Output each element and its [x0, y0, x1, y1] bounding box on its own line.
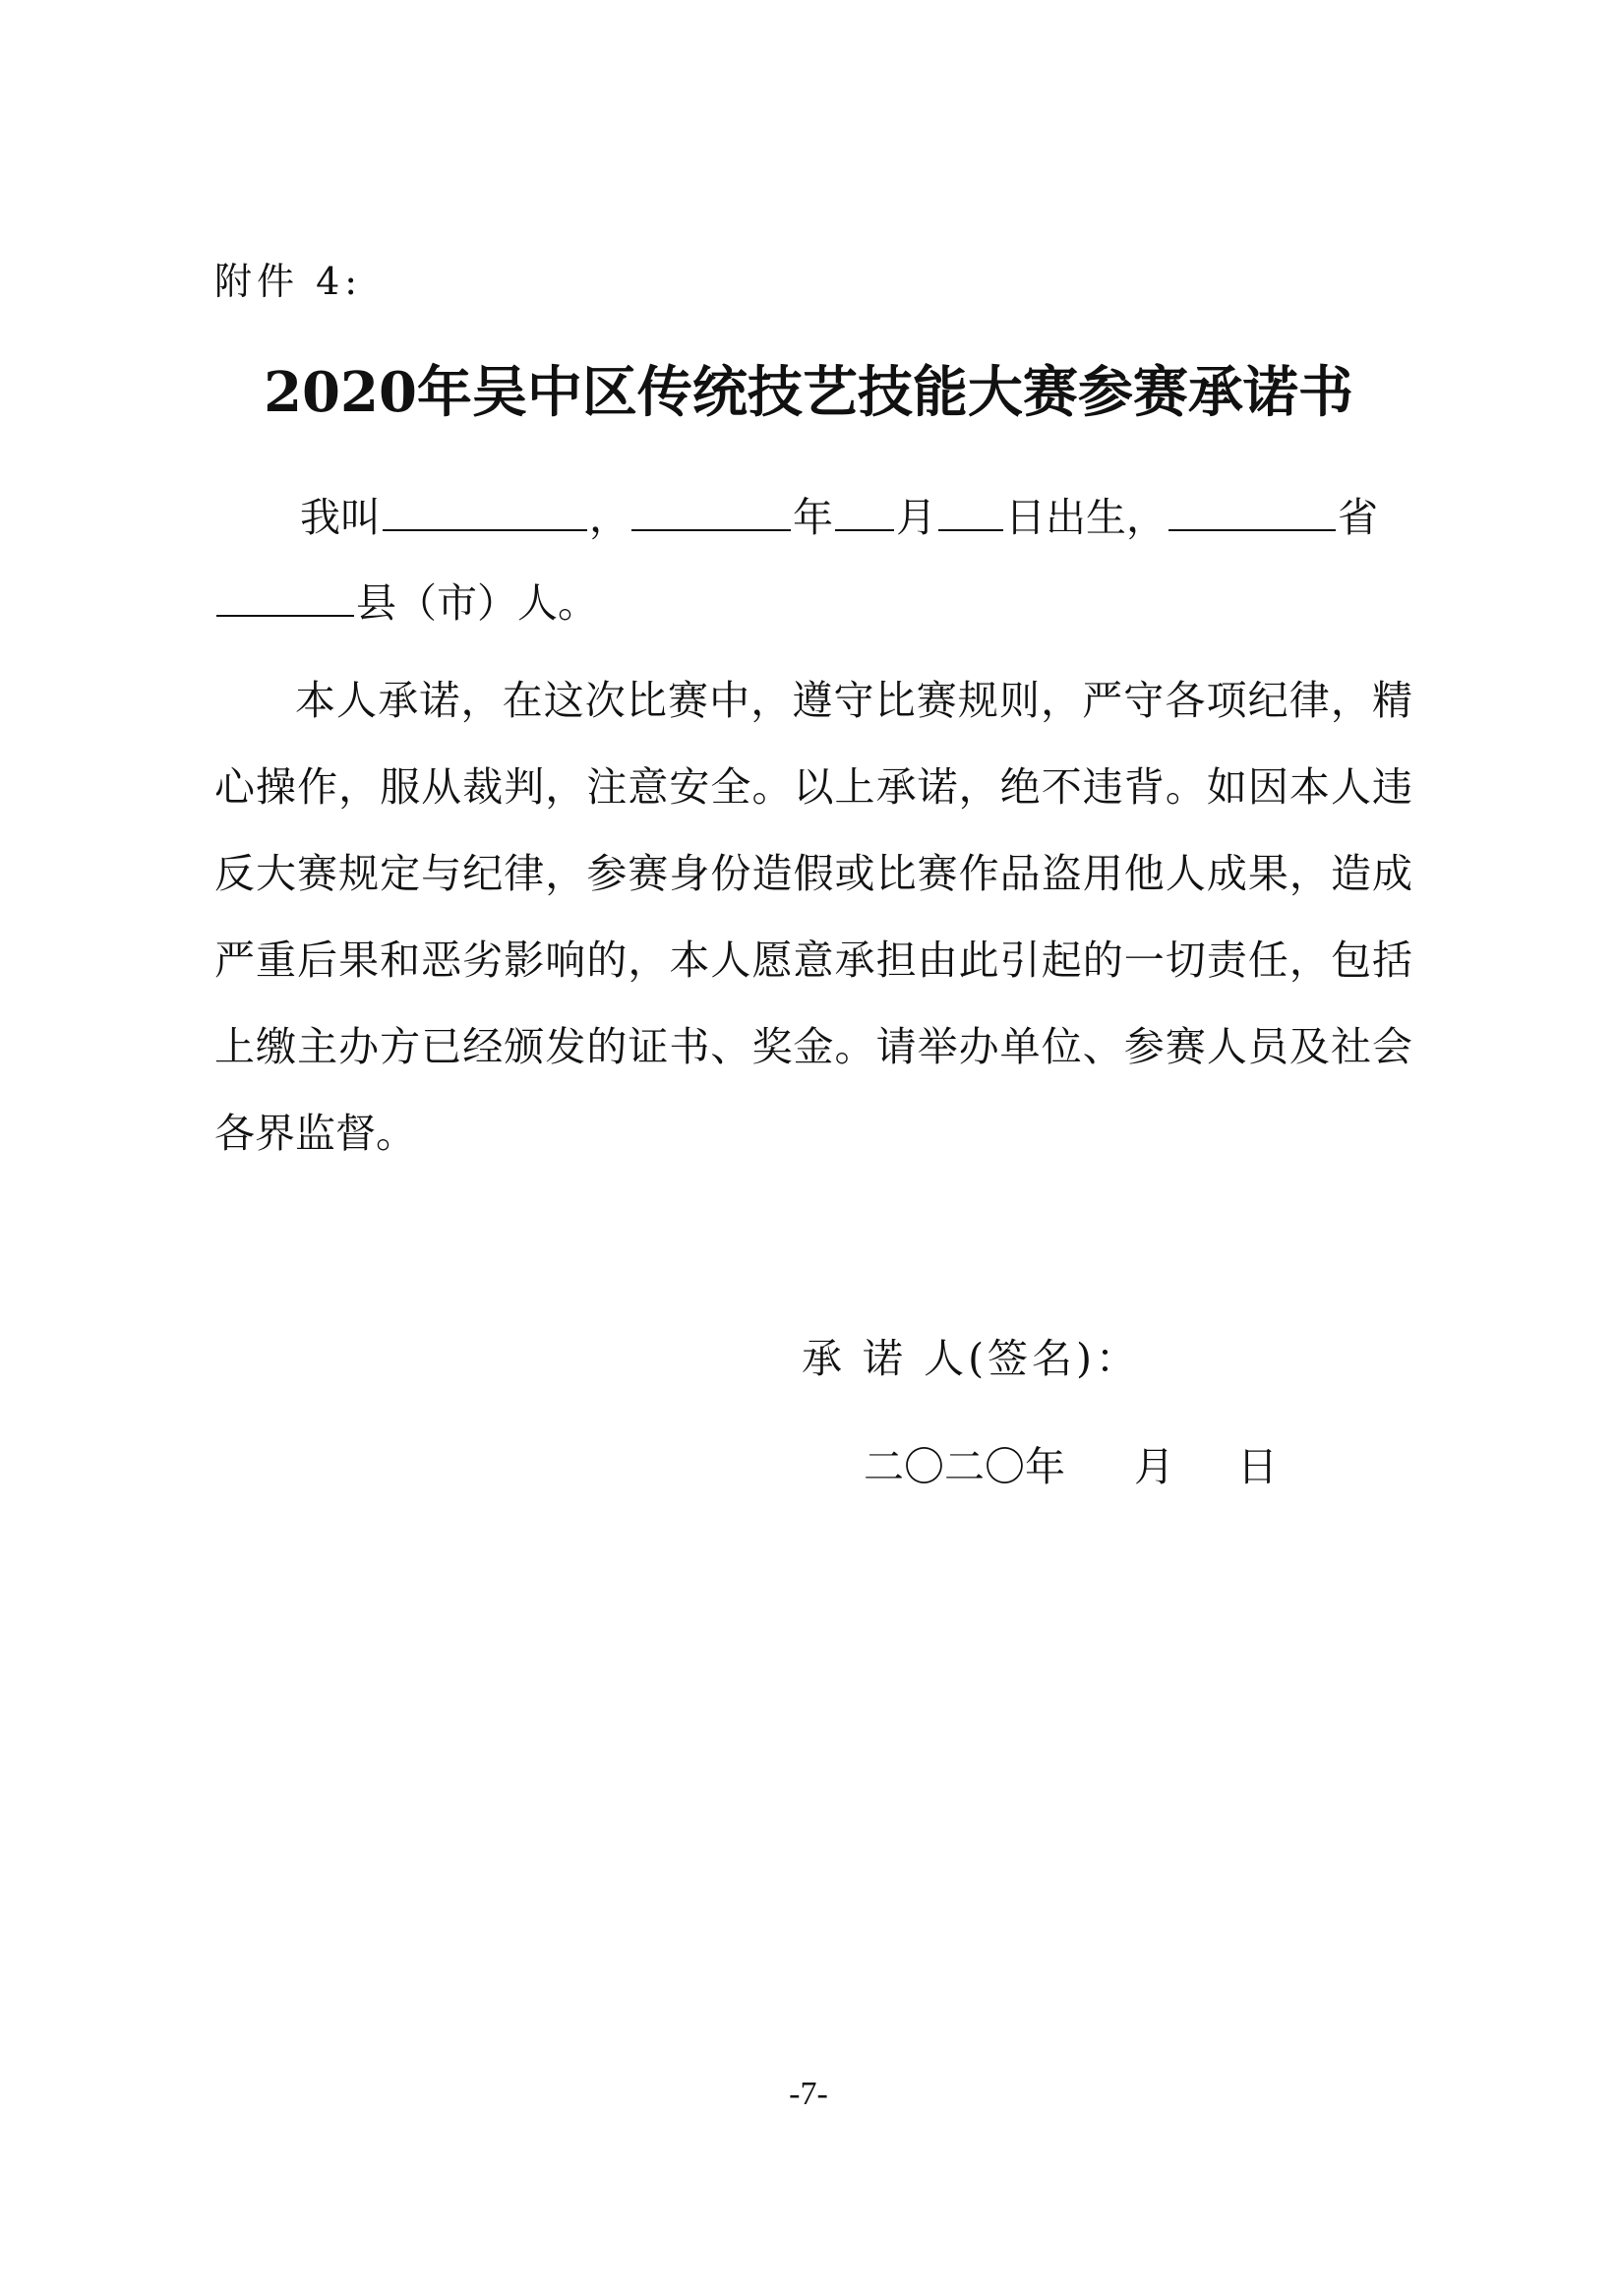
intro-text-year: 年: [793, 494, 833, 541]
intro-line-2: [214, 571, 598, 629]
name-blank[interactable]: [383, 492, 587, 531]
signature-label: 承 诺 人(签名)：: [802, 1335, 1141, 1382]
intro-text-name: 我叫: [300, 494, 381, 541]
document-title: 2020年吴中区传统技艺技能大赛参赛承诺书: [264, 360, 1353, 425]
birth-month-blank[interactable]: [835, 492, 894, 531]
birth-day-blank[interactable]: [938, 492, 1003, 531]
birth-year-blank[interactable]: [631, 492, 791, 531]
page-number: -7-: [789, 2076, 828, 2112]
intro-text-county: 县（市）人。: [356, 579, 598, 627]
date-month: 月: [1134, 1443, 1174, 1490]
pledge-paragraph: 本人承诺，在这次比赛中，遵守比赛规则，严守各项纪律，精心操作，服从裁判，注意安全。以上承诺，绝不违背。如因本人违反大赛规定与纪律，参赛身份造假或比赛作品盗用他人成果，造成严重后果和恶劣影响的，本人愿意承担由此引起的一切责任，包括上缴主办方已经颁发的证书、奖金。请举办单位、参赛人员及社会各界监督。: [214, 677, 1412, 1157]
intro-line-1: [300, 485, 1378, 543]
intro-text-month: 月: [896, 494, 936, 541]
intro-text-province: 省: [1338, 494, 1378, 541]
province-blank[interactable]: [1168, 492, 1336, 531]
signature-date: [864, 1434, 1278, 1492]
intro-text-born: 日出生，: [1005, 494, 1167, 541]
attachment-label: 附件 4:: [214, 260, 363, 303]
date-year: 二〇二〇年: [864, 1443, 1065, 1490]
intro-text-comma: ，: [589, 494, 629, 541]
date-day: 日: [1237, 1443, 1278, 1490]
county-blank[interactable]: [216, 577, 354, 617]
